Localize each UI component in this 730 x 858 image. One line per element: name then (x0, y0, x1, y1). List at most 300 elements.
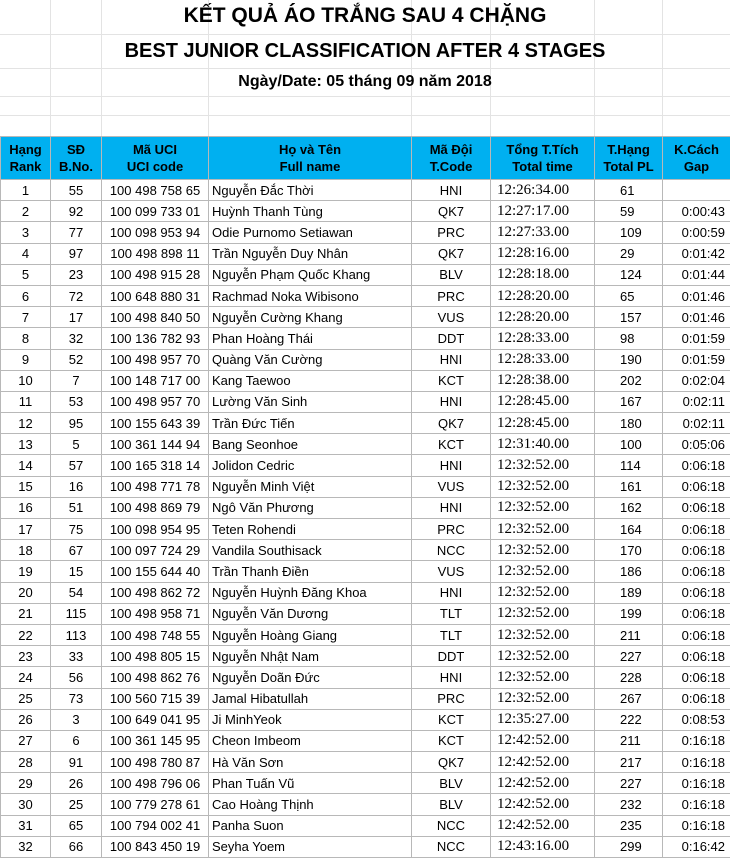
header-gap[interactable]: K.Cách Gap (663, 137, 730, 180)
cell-total-time[interactable]: 12:32:52.00 (491, 603, 595, 624)
report-date: Ngày/Date: 05 tháng 09 năm 2018 (238, 73, 492, 90)
cell-full-name[interactable]: Trần Nguyễn Duy Nhân (209, 243, 412, 264)
cell-total-time[interactable]: 12:32:52.00 (491, 688, 595, 709)
cell-uci-code[interactable]: 100 498 758 65 (102, 180, 209, 201)
cell-gap[interactable]: 0:16:18 (663, 794, 730, 815)
cell-gap[interactable]: 0:06:18 (663, 582, 730, 603)
cell-bib[interactable]: 91 (51, 752, 102, 773)
cell-full-name[interactable]: Seyha Yoem (209, 836, 412, 857)
cell-uci-code[interactable]: 100 097 724 29 (102, 540, 209, 561)
cell-uci-code[interactable]: 100 649 041 95 (102, 709, 209, 730)
cell-gap[interactable]: 0:00:59 (663, 222, 730, 243)
cell-full-name[interactable]: Rachmad Noka Wibisono (209, 285, 412, 306)
cell-team-code[interactable]: DDT (412, 328, 491, 349)
cell-total-pl[interactable]: 114 (595, 455, 663, 476)
cell-team-code[interactable]: HNI (412, 667, 491, 688)
cell-bib[interactable]: 7 (51, 370, 102, 391)
cell-bib[interactable]: 32 (51, 328, 102, 349)
cell-uci-code[interactable]: 100 498 780 87 (102, 752, 209, 773)
cell-total-pl[interactable]: 235 (595, 815, 663, 836)
cell-uci-code[interactable]: 100 361 144 94 (102, 434, 209, 455)
cell-gap[interactable]: 0:06:18 (663, 476, 730, 497)
cell-gap[interactable]: 0:06:18 (663, 667, 730, 688)
cell-rank[interactable]: 18 (1, 540, 51, 561)
cell-total-time[interactable]: 12:28:45.00 (491, 391, 595, 412)
cell-rank[interactable]: 8 (1, 328, 51, 349)
cell-bib[interactable]: 53 (51, 391, 102, 412)
cell-rank[interactable]: 15 (1, 476, 51, 497)
cell-total-pl[interactable]: 228 (595, 667, 663, 688)
table-row (1, 413, 730, 434)
cell-gap[interactable]: 0:02:11 (663, 391, 730, 412)
cell-total-time[interactable]: 12:27:17.00 (491, 201, 595, 222)
cell-full-name[interactable]: Nguyễn Nhật Nam (209, 646, 412, 667)
results-table (0, 136, 730, 858)
table-row (1, 455, 730, 476)
cell-total-pl[interactable]: 199 (595, 603, 663, 624)
cell-uci-code[interactable]: 100 498 748 55 (102, 624, 209, 645)
cell-gap[interactable]: 0:16:18 (663, 730, 730, 751)
cell-total-pl[interactable]: 180 (595, 413, 663, 434)
cell-gap[interactable]: 0:02:04 (663, 370, 730, 391)
cell-rank[interactable]: 6 (1, 285, 51, 306)
cell-bib[interactable]: 6 (51, 730, 102, 751)
cell-uci-code[interactable]: 100 498 771 78 (102, 476, 209, 497)
cell-rank[interactable]: 5 (1, 264, 51, 285)
cell-rank[interactable]: 32 (1, 836, 51, 857)
cell-gap[interactable]: 0:08:53 (663, 709, 730, 730)
cell-gap[interactable]: 0:01:42 (663, 243, 730, 264)
cell-full-name[interactable]: Jamal Hibatullah (209, 688, 412, 709)
table-row (1, 307, 730, 328)
table-row (1, 582, 730, 603)
cell-full-name[interactable]: Cheon Imbeom (209, 730, 412, 751)
cell-rank[interactable]: 31 (1, 815, 51, 836)
header-bib[interactable]: SĐ B.No. (51, 137, 102, 180)
header-rank[interactable]: Hạng Rank (1, 137, 51, 180)
table-row (1, 497, 730, 518)
table-row (1, 603, 730, 624)
table-row (1, 836, 730, 857)
cell-team-code[interactable]: PRC (412, 688, 491, 709)
cell-uci-code[interactable]: 100 498 869 79 (102, 497, 209, 518)
cell-total-time[interactable]: 12:27:33.00 (491, 222, 595, 243)
cell-team-code[interactable]: HNI (412, 180, 491, 201)
table-row (1, 222, 730, 243)
table-row (1, 180, 730, 201)
cell-rank[interactable]: 14 (1, 455, 51, 476)
cell-full-name[interactable]: Lường Văn Sinh (209, 391, 412, 412)
cell-full-name[interactable]: Vandila Southisack (209, 540, 412, 561)
cell-total-pl[interactable]: 211 (595, 730, 663, 751)
cell-uci-code[interactable]: 100 498 796 06 (102, 773, 209, 794)
cell-full-name[interactable]: Nguyễn Doãn Đức (209, 667, 412, 688)
cell-uci-code[interactable]: 100 098 953 94 (102, 222, 209, 243)
cell-total-time[interactable]: 12:32:52.00 (491, 540, 595, 561)
cell-bib[interactable]: 17 (51, 307, 102, 328)
header-total-pl[interactable]: T.Hạng Total PL (595, 137, 663, 180)
cell-bib[interactable]: 66 (51, 836, 102, 857)
cell-bib[interactable]: 54 (51, 582, 102, 603)
table-row (1, 349, 730, 370)
cell-total-pl[interactable]: 227 (595, 773, 663, 794)
table-row (1, 730, 730, 751)
cell-bib[interactable]: 55 (51, 180, 102, 201)
cell-total-pl[interactable]: 186 (595, 561, 663, 582)
table-row (1, 370, 730, 391)
cell-uci-code[interactable]: 100 136 782 93 (102, 328, 209, 349)
cell-full-name[interactable]: Nguyễn Huỳnh Đăng Khoa (209, 582, 412, 603)
cell-total-pl[interactable]: 211 (595, 624, 663, 645)
table-row (1, 243, 730, 264)
cell-full-name[interactable]: Phan Hoàng Thái (209, 328, 412, 349)
cell-bib[interactable]: 15 (51, 561, 102, 582)
cell-gap[interactable]: 0:06:18 (663, 497, 730, 518)
cell-uci-code[interactable]: 100 843 450 19 (102, 836, 209, 857)
cell-uci-code[interactable]: 100 155 643 39 (102, 413, 209, 434)
cell-bib[interactable]: 95 (51, 413, 102, 434)
cell-full-name[interactable]: Panha Suon (209, 815, 412, 836)
table-row (1, 264, 730, 285)
cell-total-pl[interactable]: 98 (595, 328, 663, 349)
cell-rank[interactable]: 20 (1, 582, 51, 603)
cell-gap[interactable]: 0:16:18 (663, 773, 730, 794)
table-row (1, 688, 730, 709)
cell-total-time[interactable]: 12:28:18.00 (491, 264, 595, 285)
cell-bib[interactable]: 97 (51, 243, 102, 264)
cell-full-name[interactable]: Ji MinhYeok (209, 709, 412, 730)
cell-team-code[interactable]: HNI (412, 582, 491, 603)
cell-team-code[interactable]: PRC (412, 285, 491, 306)
cell-team-code[interactable]: BLV (412, 773, 491, 794)
cell-bib[interactable]: 33 (51, 646, 102, 667)
cell-total-time[interactable]: 12:42:52.00 (491, 815, 595, 836)
cell-total-pl[interactable]: 162 (595, 497, 663, 518)
cell-bib[interactable]: 5 (51, 434, 102, 455)
cell-rank[interactable]: 3 (1, 222, 51, 243)
header-row (1, 137, 730, 180)
cell-full-name[interactable]: Quàng Văn Cường (209, 349, 412, 370)
cell-team-code[interactable]: NCC (412, 815, 491, 836)
cell-team-code[interactable]: HNI (412, 455, 491, 476)
cell-team-code[interactable]: KCT (412, 434, 491, 455)
header-uci-code[interactable]: Mã UCI UCI code (102, 137, 209, 180)
cell-bib[interactable]: 65 (51, 815, 102, 836)
cell-uci-code[interactable]: 100 498 957 70 (102, 349, 209, 370)
cell-bib[interactable]: 52 (51, 349, 102, 370)
table-row (1, 624, 730, 645)
cell-full-name[interactable]: Trần Thanh Điền (209, 561, 412, 582)
cell-bib[interactable]: 92 (51, 201, 102, 222)
cell-uci-code[interactable]: 100 498 915 28 (102, 264, 209, 285)
cell-gap[interactable]: 0:06:18 (663, 646, 730, 667)
cell-total-time[interactable]: 12:43:16.00 (491, 836, 595, 857)
cell-gap[interactable]: 0:06:18 (663, 624, 730, 645)
cell-full-name[interactable]: Nguyễn Hoàng Giang (209, 624, 412, 645)
cell-total-time[interactable]: 12:32:52.00 (491, 582, 595, 603)
cell-team-code[interactable]: HNI (412, 391, 491, 412)
cell-total-time[interactable]: 12:32:52.00 (491, 667, 595, 688)
table-row (1, 773, 730, 794)
header-total-time[interactable]: Tổng T.Tích Total time (491, 137, 595, 180)
cell-total-pl[interactable]: 61 (595, 180, 663, 201)
cell-full-name[interactable]: Nguyễn Minh Việt (209, 476, 412, 497)
cell-gap[interactable]: 0:01:44 (663, 264, 730, 285)
cell-total-time[interactable]: 12:28:33.00 (491, 328, 595, 349)
cell-full-name[interactable]: Cao Hoàng Thịnh (209, 794, 412, 815)
cell-team-code[interactable]: NCC (412, 836, 491, 857)
cell-rank[interactable]: 29 (1, 773, 51, 794)
cell-gap[interactable]: 0:06:18 (663, 540, 730, 561)
cell-rank[interactable]: 19 (1, 561, 51, 582)
cell-rank[interactable]: 27 (1, 730, 51, 751)
cell-team-code[interactable]: PRC (412, 519, 491, 540)
header-full-name[interactable]: Họ và Tên Full name (209, 137, 412, 180)
cell-team-code[interactable]: HNI (412, 349, 491, 370)
cell-bib[interactable]: 16 (51, 476, 102, 497)
cell-bib[interactable]: 56 (51, 667, 102, 688)
cell-gap[interactable]: 0:00:43 (663, 201, 730, 222)
cell-gap[interactable] (663, 180, 730, 201)
cell-uci-code[interactable]: 100 155 644 40 (102, 561, 209, 582)
cell-bib[interactable]: 67 (51, 540, 102, 561)
cell-total-pl[interactable]: 124 (595, 264, 663, 285)
cell-gap[interactable]: 0:16:18 (663, 752, 730, 773)
cell-bib[interactable]: 75 (51, 519, 102, 540)
table-row (1, 476, 730, 497)
cell-rank[interactable]: 28 (1, 752, 51, 773)
table-row (1, 752, 730, 773)
cell-rank[interactable]: 23 (1, 646, 51, 667)
cell-total-pl[interactable]: 170 (595, 540, 663, 561)
cell-rank[interactable]: 10 (1, 370, 51, 391)
cell-total-time[interactable]: 12:42:52.00 (491, 730, 595, 751)
cell-team-code[interactable]: QK7 (412, 243, 491, 264)
cell-full-name[interactable]: Phan Tuấn Vũ (209, 773, 412, 794)
cell-total-time[interactable]: 12:42:52.00 (491, 752, 595, 773)
cell-uci-code[interactable]: 100 498 862 72 (102, 582, 209, 603)
table-row (1, 328, 730, 349)
table-row (1, 561, 730, 582)
cell-total-time[interactable]: 12:32:52.00 (491, 561, 595, 582)
cell-gap[interactable]: 0:06:18 (663, 455, 730, 476)
cell-total-pl[interactable]: 164 (595, 519, 663, 540)
cell-uci-code[interactable]: 100 794 002 41 (102, 815, 209, 836)
cell-uci-code[interactable]: 100 498 958 71 (102, 603, 209, 624)
cell-full-name[interactable]: Kang Taewoo (209, 370, 412, 391)
cell-gap[interactable]: 0:06:18 (663, 603, 730, 624)
table-row (1, 709, 730, 730)
cell-full-name[interactable]: Nguyễn Cường Khang (209, 307, 412, 328)
cell-total-time[interactable]: 12:28:20.00 (491, 307, 595, 328)
cell-full-name[interactable]: Nguyễn Văn Dương (209, 603, 412, 624)
cell-uci-code[interactable]: 100 779 278 61 (102, 794, 209, 815)
cell-rank[interactable]: 26 (1, 709, 51, 730)
cell-bib[interactable]: 57 (51, 455, 102, 476)
cell-gap[interactable]: 0:06:18 (663, 561, 730, 582)
cell-rank[interactable]: 2 (1, 201, 51, 222)
cell-total-time[interactable]: 12:28:33.00 (491, 349, 595, 370)
cell-rank[interactable]: 1 (1, 180, 51, 201)
cell-bib[interactable]: 26 (51, 773, 102, 794)
cell-full-name[interactable]: Nguyễn Phạm Quốc Khang (209, 264, 412, 285)
cell-total-time[interactable]: 12:32:52.00 (491, 455, 595, 476)
cell-rank[interactable]: 25 (1, 688, 51, 709)
cell-uci-code[interactable]: 100 498 957 70 (102, 391, 209, 412)
cell-team-code[interactable]: HNI (412, 497, 491, 518)
cell-bib[interactable]: 113 (51, 624, 102, 645)
cell-total-pl[interactable]: 189 (595, 582, 663, 603)
cell-total-pl[interactable]: 227 (595, 646, 663, 667)
cell-gap[interactable]: 0:16:18 (663, 815, 730, 836)
cell-total-time[interactable]: 12:32:52.00 (491, 476, 595, 497)
cell-total-pl[interactable]: 65 (595, 285, 663, 306)
cell-full-name[interactable]: Hà Văn Sơn (209, 752, 412, 773)
cell-total-pl[interactable]: 232 (595, 794, 663, 815)
title-english: BEST JUNIOR CLASSIFICATION AFTER 4 STAGES (124, 40, 606, 62)
cell-total-pl[interactable]: 109 (595, 222, 663, 243)
cell-total-time[interactable]: 12:31:40.00 (491, 434, 595, 455)
cell-total-time[interactable]: 12:28:20.00 (491, 285, 595, 306)
cell-rank[interactable]: 9 (1, 349, 51, 370)
cell-total-time[interactable]: 12:26:34.00 (491, 180, 595, 201)
cell-total-pl[interactable]: 100 (595, 434, 663, 455)
cell-full-name[interactable]: Teten Rohendi (209, 519, 412, 540)
cell-total-pl[interactable]: 190 (595, 349, 663, 370)
cell-gap[interactable]: 0:05:06 (663, 434, 730, 455)
cell-total-time[interactable]: 12:32:52.00 (491, 497, 595, 518)
cell-gap[interactable]: 0:02:11 (663, 413, 730, 434)
cell-full-name[interactable]: Huỳnh Thanh Tùng (209, 201, 412, 222)
cell-gap[interactable]: 0:01:59 (663, 349, 730, 370)
cell-team-code[interactable]: BLV (412, 264, 491, 285)
cell-bib[interactable]: 115 (51, 603, 102, 624)
table-row (1, 285, 730, 306)
cell-rank[interactable]: 7 (1, 307, 51, 328)
cell-team-code[interactable]: TLT (412, 603, 491, 624)
cell-uci-code[interactable]: 100 148 717 00 (102, 370, 209, 391)
cell-full-name[interactable]: Ngô Văn Phương (209, 497, 412, 518)
header-team-code[interactable]: Mã Đội T.Code (412, 137, 491, 180)
cell-bib[interactable]: 3 (51, 709, 102, 730)
cell-team-code[interactable]: QK7 (412, 201, 491, 222)
cell-team-code[interactable]: NCC (412, 540, 491, 561)
cell-uci-code[interactable]: 100 098 954 95 (102, 519, 209, 540)
cell-gap[interactable]: 0:01:46 (663, 285, 730, 306)
table-row (1, 201, 730, 222)
cell-gap[interactable]: 0:06:18 (663, 519, 730, 540)
cell-total-time[interactable]: 12:28:38.00 (491, 370, 595, 391)
cell-total-pl[interactable]: 222 (595, 709, 663, 730)
cell-bib[interactable]: 73 (51, 688, 102, 709)
table-row (1, 391, 730, 412)
table-row (1, 519, 730, 540)
cell-full-name[interactable]: Bang Seonhoe (209, 434, 412, 455)
cell-team-code[interactable]: KCT (412, 709, 491, 730)
cell-rank[interactable]: 4 (1, 243, 51, 264)
cell-team-code[interactable]: QK7 (412, 413, 491, 434)
cell-uci-code[interactable]: 100 498 840 50 (102, 307, 209, 328)
table-row (1, 646, 730, 667)
cell-total-time[interactable]: 12:42:52.00 (491, 773, 595, 794)
cell-bib[interactable]: 23 (51, 264, 102, 285)
table-row (1, 815, 730, 836)
cell-gap[interactable]: 0:06:18 (663, 688, 730, 709)
cell-total-pl[interactable]: 167 (595, 391, 663, 412)
cell-total-pl[interactable]: 267 (595, 688, 663, 709)
cell-total-pl[interactable]: 202 (595, 370, 663, 391)
cell-team-code[interactable]: VUS (412, 476, 491, 497)
cell-total-time[interactable]: 12:32:52.00 (491, 519, 595, 540)
cell-total-time[interactable]: 12:28:45.00 (491, 413, 595, 434)
cell-bib[interactable]: 72 (51, 285, 102, 306)
cell-gap[interactable]: 0:01:46 (663, 307, 730, 328)
cell-uci-code[interactable]: 100 099 733 01 (102, 201, 209, 222)
cell-total-pl[interactable]: 157 (595, 307, 663, 328)
cell-gap[interactable]: 0:16:42 (663, 836, 730, 857)
cell-team-code[interactable]: PRC (412, 222, 491, 243)
cell-team-code[interactable]: QK7 (412, 752, 491, 773)
cell-uci-code[interactable]: 100 165 318 14 (102, 455, 209, 476)
cell-bib[interactable]: 25 (51, 794, 102, 815)
cell-rank[interactable]: 30 (1, 794, 51, 815)
cell-uci-code[interactable]: 100 648 880 31 (102, 285, 209, 306)
cell-uci-code[interactable]: 100 498 862 76 (102, 667, 209, 688)
cell-team-code[interactable]: KCT (412, 730, 491, 751)
cell-gap[interactable]: 0:01:59 (663, 328, 730, 349)
cell-total-time[interactable]: 12:42:52.00 (491, 794, 595, 815)
table-row (1, 434, 730, 455)
cell-team-code[interactable]: KCT (412, 370, 491, 391)
cell-rank[interactable]: 21 (1, 603, 51, 624)
cell-uci-code[interactable]: 100 498 805 15 (102, 646, 209, 667)
cell-uci-code[interactable]: 100 560 715 39 (102, 688, 209, 709)
cell-rank[interactable]: 24 (1, 667, 51, 688)
cell-total-time[interactable]: 12:35:27.00 (491, 709, 595, 730)
cell-total-time[interactable]: 12:28:16.00 (491, 243, 595, 264)
cell-team-code[interactable]: DDT (412, 646, 491, 667)
cell-total-pl[interactable]: 29 (595, 243, 663, 264)
cell-full-name[interactable]: Trần Đức Tiến (209, 413, 412, 434)
cell-rank[interactable]: 16 (1, 497, 51, 518)
cell-rank[interactable]: 12 (1, 413, 51, 434)
table-row (1, 794, 730, 815)
cell-full-name[interactable]: Odie Purnomo Setiawan (209, 222, 412, 243)
title-vietnamese: KẾT QUẢ ÁO TRẮNG SAU 4 CHẶNG (183, 4, 547, 27)
cell-rank[interactable]: 11 (1, 391, 51, 412)
cell-total-time[interactable]: 12:32:52.00 (491, 624, 595, 645)
cell-total-pl[interactable]: 59 (595, 201, 663, 222)
cell-team-code[interactable]: VUS (412, 561, 491, 582)
cell-team-code[interactable]: BLV (412, 794, 491, 815)
cell-total-pl[interactable]: 217 (595, 752, 663, 773)
cell-rank[interactable]: 22 (1, 624, 51, 645)
cell-full-name[interactable]: Nguyễn Đắc Thời (209, 180, 412, 201)
table-row (1, 667, 730, 688)
cell-bib[interactable]: 51 (51, 497, 102, 518)
cell-total-pl[interactable]: 299 (595, 836, 663, 857)
cell-total-time[interactable]: 12:32:52.00 (491, 646, 595, 667)
cell-rank[interactable]: 17 (1, 519, 51, 540)
cell-uci-code[interactable]: 100 361 145 95 (102, 730, 209, 751)
cell-team-code[interactable]: TLT (412, 624, 491, 645)
cell-bib[interactable]: 77 (51, 222, 102, 243)
cell-full-name[interactable]: Jolidon Cedric (209, 455, 412, 476)
cell-rank[interactable]: 13 (1, 434, 51, 455)
cell-uci-code[interactable]: 100 498 898 11 (102, 243, 209, 264)
cell-team-code[interactable]: VUS (412, 307, 491, 328)
cell-total-pl[interactable]: 161 (595, 476, 663, 497)
